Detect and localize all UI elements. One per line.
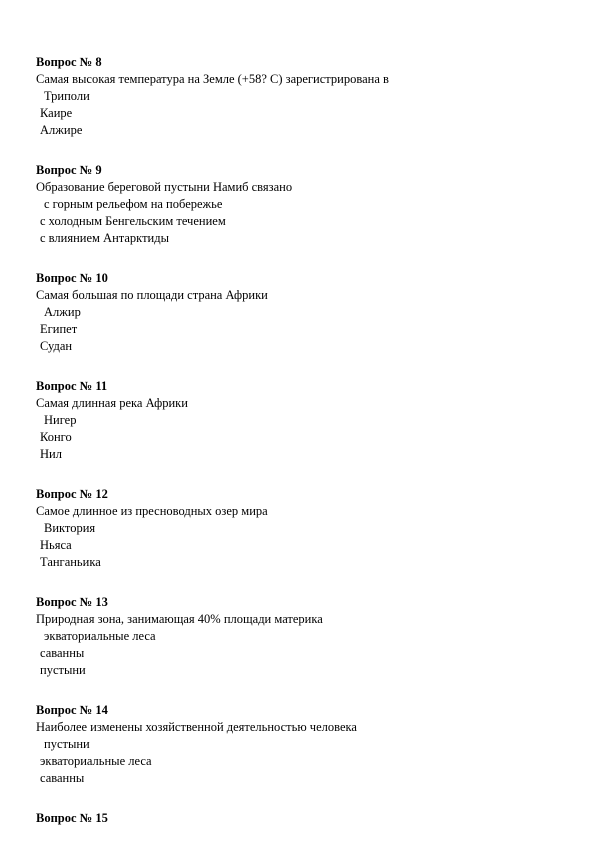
question-title: Вопрос № 15 xyxy=(36,811,108,825)
question-title: Вопрос № 13 xyxy=(36,595,108,609)
question-15 xyxy=(36,810,556,827)
answer-option: Египет xyxy=(40,322,78,336)
question-text: Самая длинная река Африки xyxy=(36,396,188,410)
answer-option: Танганьика xyxy=(40,555,101,569)
question-13 xyxy=(36,594,556,679)
answer-option: с влиянием Антарктиды xyxy=(40,231,169,245)
question-10 xyxy=(36,270,556,355)
answer-option: Алжир xyxy=(44,305,81,319)
question-title: Вопрос № 11 xyxy=(36,379,108,393)
answer-option: экваториальные леса xyxy=(44,629,156,643)
question-title: Вопрос № 12 xyxy=(36,487,108,501)
question-text: Образование береговой пустыни Намиб связано xyxy=(36,180,293,194)
question-text: Самая большая по площади страна Африки xyxy=(36,288,268,302)
answer-option: Ньяса xyxy=(40,538,72,552)
answer-option: Алжире xyxy=(40,123,83,137)
answer-option: Нигер xyxy=(44,413,77,427)
answer-option: с горным рельефом на побережье xyxy=(44,197,223,211)
answer-option: Конго xyxy=(40,430,72,444)
question-text: Природная зона, занимающая 40% площади материка xyxy=(36,612,323,626)
answer-option: Триполи xyxy=(44,89,90,103)
question-8 xyxy=(36,54,556,139)
answer-option: Каире xyxy=(40,106,73,120)
answer-option: пустыни xyxy=(44,737,90,751)
question-title: Вопрос № 14 xyxy=(36,703,108,717)
answer-option: саванны xyxy=(40,646,85,660)
answer-option: саванны xyxy=(40,771,85,785)
answer-option: экваториальные леса xyxy=(40,754,152,768)
answer-option: Виктория xyxy=(44,521,96,535)
question-text: Самое длинное из пресноводных озер мира xyxy=(36,504,268,518)
question-title: Вопрос № 10 xyxy=(36,271,108,285)
question-title: Вопрос № 9 xyxy=(36,163,102,177)
question-list xyxy=(36,54,556,850)
question-11 xyxy=(36,378,556,463)
question-title: Вопрос № 8 xyxy=(36,55,102,69)
answer-option: Судан xyxy=(40,339,73,353)
question-12 xyxy=(36,486,556,571)
answer-option: пустыни xyxy=(40,663,86,677)
question-14 xyxy=(36,702,556,787)
answer-option: с холодным Бенгельским течением xyxy=(40,214,226,228)
question-text: Самая высокая температура на Земле (+58? С) зарегистрирована в xyxy=(36,72,389,86)
question-text: Наиболее изменены хозяйственной деятельностью человека xyxy=(36,720,357,734)
question-9 xyxy=(36,162,556,247)
answer-option: Нил xyxy=(40,447,62,461)
